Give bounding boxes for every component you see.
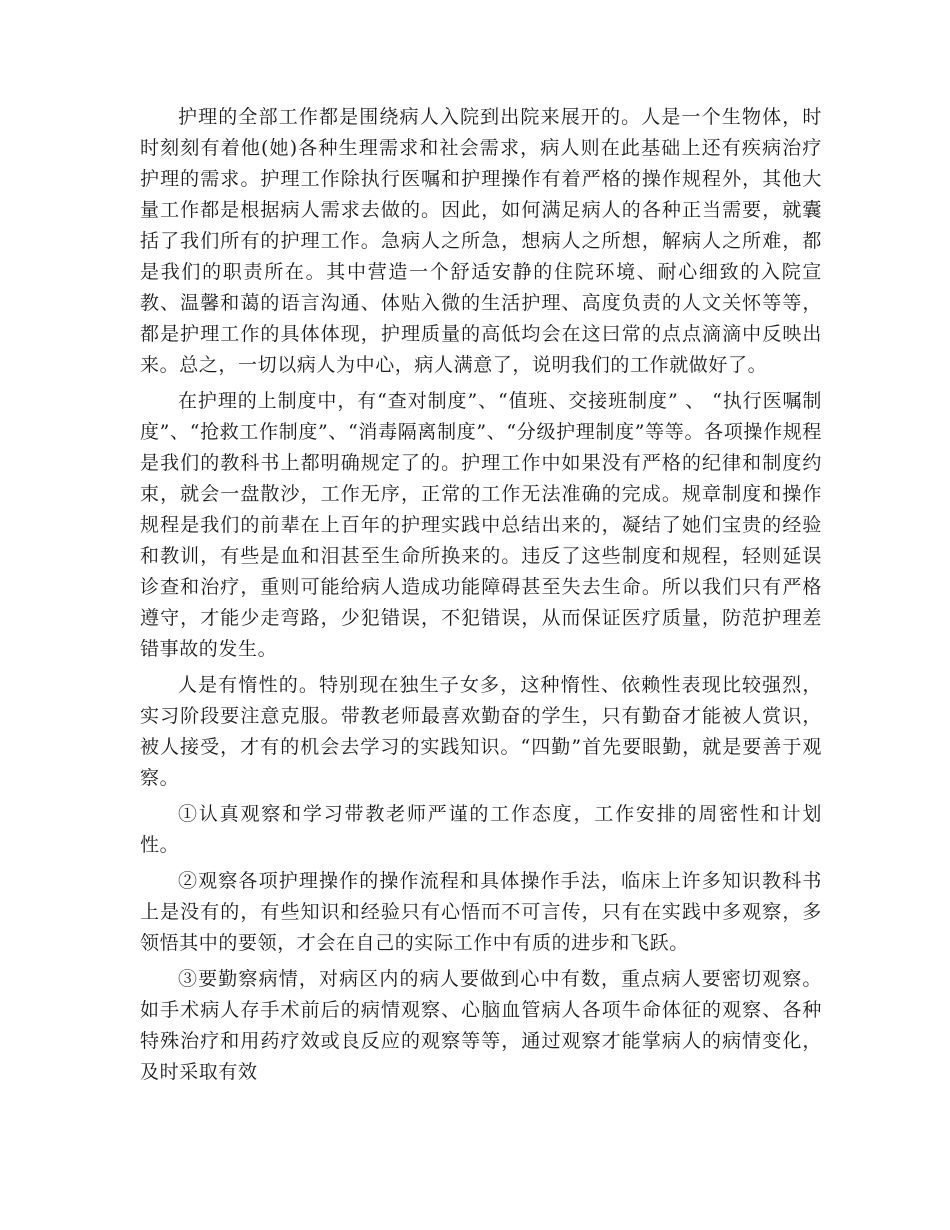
paragraph-5: ②观察各项护理操作的操作流程和具体操作手法，临床上许多知识教科书上是没有的，有些知识和经验只有心悟而不可言传，只有在实践中多观察，多领悟其中的要领，才会在自己的实际工作中有质的进步和飞跃。 <box>140 870 822 954</box>
paragraph-4: ①认真观察和学习带教老师严谨的工作态度，工作安排的周密性和计划性。 <box>140 803 822 856</box>
paragraph-1: 护理的全部工作都是围绕病人入院到出院来展开的。人是一个生物体，时时刻刻有着他(她)各种生理需求和社会需求，病人则在此基础上还有疾病治疗护理的需求。护理工作除执行医嘱和护理操作有着严格的操作规程外，其他大量工作都是根据病人需求去做的。因此，如何满足病人的各种正当需要，就囊括了我们所有的护理工作。急病人之所急，想病人之所想，解病人之所难，都是我们的职责所在。其中营造一个舒适安静的住院环境、耐心细致的入院宣教、温馨和蔼的语言沟通、体贴入微的生活护理、高度负责的人文关怀等等，都是护理工作的具体体现，护理质量的高低均会在这曰常的点点滴滴中反映出来。总之，一切以病人为中心，病人满意了，说明我们的工作就做好了。 <box>140 106 822 376</box>
document-body <box>140 102 822 1093</box>
paragraph-2: 在护理的上制度中，有“查对制度”、“值班、交接班制度” 、 “执行医嘱制度”、“抢救工作制度”、“消毒隔离制度”、“分级护理制度”等等。各项操作规程是我们的教科书上都明确规定了的。护理工作中如果没有严格的纪律和制度约束，就会一盘散沙，工作无序，正常的工作无法准确的完成。规章制度和操作规程是我们的前辈在上百年的护理实践中总结出来的，凝结了她们宝贵的经验和教训，有些是血和泪甚至生命所换来的。违反了这些制度和规程，轻则延误诊查和治疗，重则可能给病人造成功能障碍甚至失去生命。所以我们只有严格遵守，才能少走弯路，少犯错误，不犯错误，从而保证医疗质量，防范护理差错事故的发生。 <box>140 390 822 660</box>
paragraph-3: 人是有惰性的。特别现在独生子女多，这种惰性、依赖性表现比较强烈，实习阶段要注意克服。带教老师最喜欢勤奋的学生，只有勤奋才能被人赏识，被人接受，才有的机会去学习的实践知识。“四勤”首先要眼勤，就是要善于观察。 <box>140 674 822 789</box>
paragraph-6: ③要勤察病情，对病区内的病人要做到心中有数，重点病人要密切观察。如手术病人存手术前后的病情观察、心脑血管病人各项牛命体征的观察、各种特殊治疗和用药疗效或良反应的观察等等，通过观察才能掌病人的病情变化，及时采取有效 <box>140 968 822 1083</box>
